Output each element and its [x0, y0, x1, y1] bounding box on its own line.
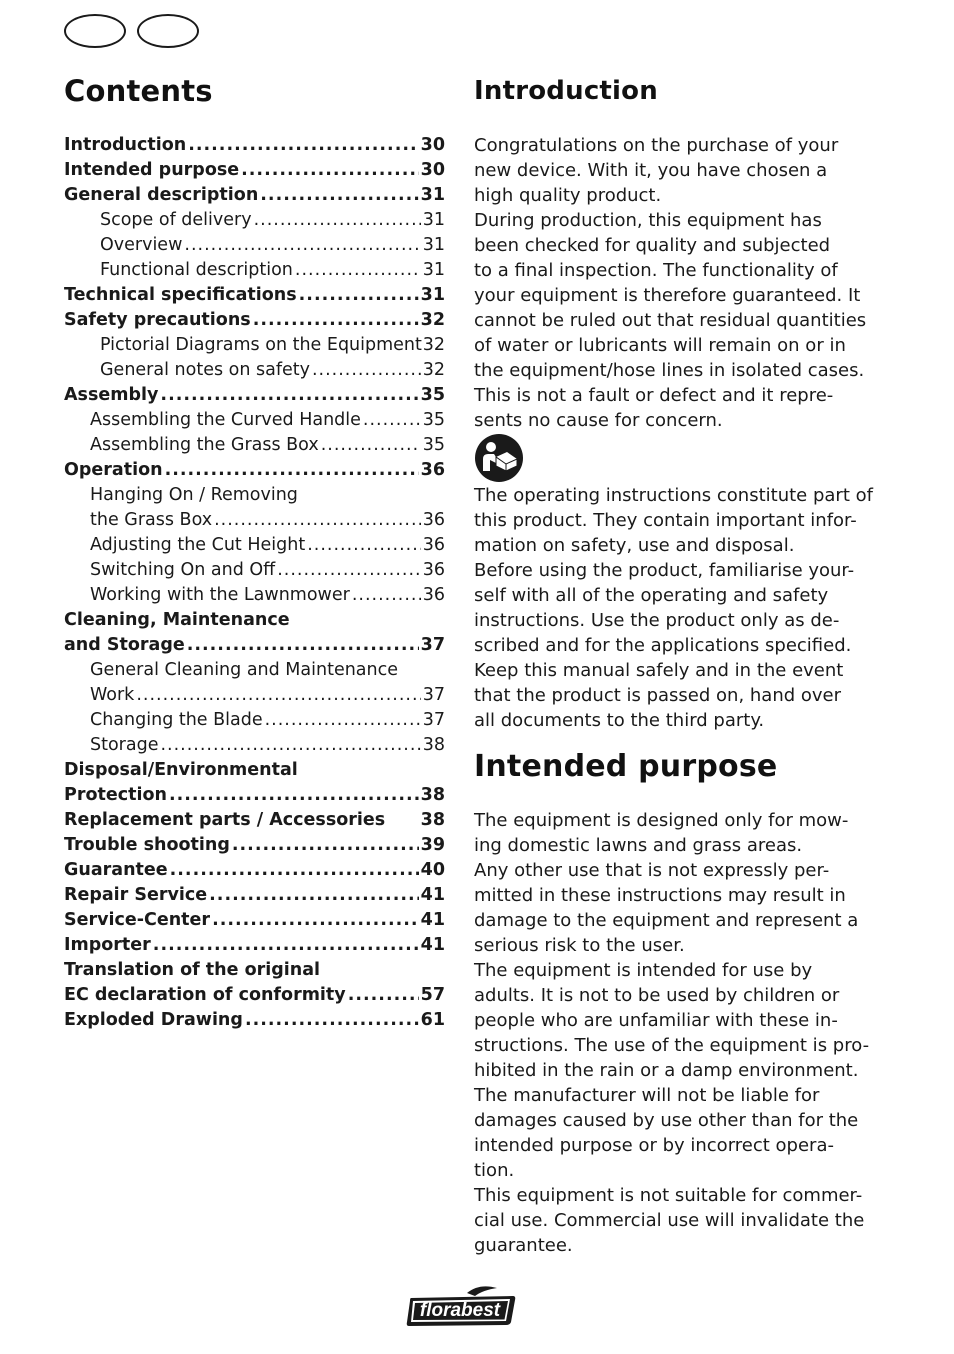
text-line: sents no cause for concern.: [474, 410, 723, 431]
toc-entry-label: Translation of the original: [64, 960, 321, 980]
toc-entry: [64, 658, 445, 683]
toc-entry: [64, 258, 445, 283]
toc-entry-label: Adjusting the Cut Height: [90, 535, 306, 555]
toc-entry: [64, 483, 445, 508]
toc-entry-label: Introduction: [64, 135, 187, 155]
toc-entry-label: Service-Center: [64, 910, 211, 930]
toc-entry: [64, 358, 445, 383]
introduction-heading: Introduction: [474, 76, 658, 106]
toc-leader-dots: [352, 583, 421, 608]
toc-entry: [64, 283, 445, 308]
toc-entry: [64, 383, 445, 408]
toc-leader-dots: [209, 883, 418, 908]
text-line: This equipment is not suitable for commer-: [474, 1185, 863, 1206]
toc-leader-dots: [241, 158, 419, 183]
toc-entry-label: Functional description: [100, 260, 293, 280]
toc-leader-dots: [348, 983, 419, 1008]
toc-leader-dots: [253, 308, 419, 333]
toc-leader-dots: [245, 1008, 419, 1033]
toc-leader-dots: [260, 183, 418, 208]
toc-entry-page: 61: [420, 1010, 445, 1030]
contents-heading: Contents: [64, 74, 213, 108]
toc-entry-page: 31: [422, 260, 445, 280]
text-line: been checked for quality and subjected: [474, 235, 831, 256]
text-line: guarantee.: [474, 1235, 573, 1256]
toc-entry-page: 31: [422, 235, 445, 255]
toc-entry: [64, 558, 445, 583]
toc-entry-page: 39: [420, 835, 445, 855]
toc-leader-dots: [153, 933, 419, 958]
toc-entry-page: 32: [422, 360, 445, 380]
toc-entry: [64, 908, 445, 933]
text-line: serious risk to the user.: [474, 935, 685, 956]
text-line: instructions. Use the product only as de-: [474, 610, 840, 631]
florabest-logo: [405, 1284, 517, 1328]
toc-entry: [64, 333, 445, 358]
toc-leader-dots: [299, 283, 419, 308]
toc-entry: [64, 683, 445, 708]
toc-leader-dots: [160, 733, 420, 758]
text-line: Keep this manual safely and in the event: [474, 660, 844, 681]
toc-entry: [64, 233, 445, 258]
text-line: The operating instructions constitute part of: [474, 485, 873, 506]
toc-leader-dots: [295, 258, 421, 283]
toc-entry: [64, 308, 445, 333]
toc-entry: [64, 408, 445, 433]
toc-entry-page: 31: [420, 285, 445, 305]
toc-entry-label: Working with the Lawnmower: [90, 585, 350, 605]
text-line: people who are unfamiliar with these in-: [474, 1010, 838, 1031]
toc-entry: [64, 933, 445, 958]
text-line: scribed and for the applications specified.: [474, 635, 852, 656]
toc-entry-page: 41: [420, 910, 445, 930]
toc-entry-page: 30: [420, 160, 445, 180]
toc-entry-label: Repair Service: [64, 885, 208, 905]
toc-entry-label: Protection: [64, 785, 167, 805]
text-line: cial use. Commercial use will invalidate the: [474, 1210, 865, 1231]
text-line: hibited in the rain or a damp environment.: [474, 1060, 859, 1081]
toc-entry-page: 57: [420, 985, 445, 1005]
toc-leader-dots: [170, 858, 419, 883]
toc-entry: [64, 858, 445, 883]
toc-entry: [64, 533, 445, 558]
toc-entry-page: 31: [422, 210, 445, 230]
text-line: intended purpose or by incorrect opera-: [474, 1135, 834, 1156]
language-badge-oval: [64, 14, 126, 48]
text-line: damages caused by use other than for the: [474, 1110, 859, 1131]
text-line: new device. With it, you have chosen a: [474, 160, 828, 181]
toc-entry-page: 38: [422, 735, 445, 755]
toc-entry-label: Technical specifications: [64, 285, 297, 305]
toc-entry: [64, 958, 445, 983]
toc-entry-page: 37: [422, 685, 445, 705]
text-line: to a final inspection. The functionality of: [474, 260, 838, 281]
toc-entry-page: 36: [422, 560, 445, 580]
toc-entry-label: Replacement parts / Accessories: [64, 810, 386, 830]
toc-entry-page: 36: [422, 585, 445, 605]
toc-entry-label: Safety precautions: [64, 310, 251, 330]
toc-entry: [64, 1008, 445, 1033]
toc-entry-page: 31: [420, 185, 445, 205]
toc-entry-page: 36: [420, 460, 445, 480]
text-line: of water or lubricants will remain on or in: [474, 335, 846, 356]
toc-entry-label: Changing the Blade: [90, 710, 263, 730]
text-line: that the product is passed on, hand over: [474, 685, 842, 706]
toc-entry: [64, 133, 445, 158]
toc-entry-label: Exploded Drawing: [64, 1010, 243, 1030]
text-line: The equipment is designed only for mow-: [474, 810, 849, 831]
toc-entry: [64, 633, 445, 658]
text-line: damage to the equipment and represent a: [474, 910, 859, 931]
toc-leader-dots: [312, 358, 421, 383]
toc-entry: [64, 208, 445, 233]
toc-entry: [64, 183, 445, 208]
toc-entry-page: 41: [420, 885, 445, 905]
toc-entry-label: Storage: [90, 735, 159, 755]
toc-entry: [64, 758, 445, 783]
toc-entry-page: 35: [420, 385, 445, 405]
toc-entry-page: 35: [422, 410, 445, 430]
toc-entry-label: Pictorial Diagrams on the Equipment: [100, 335, 422, 355]
text-line: The equipment is intended for use by: [474, 960, 813, 981]
text-line: Before using the product, familiarise your-: [474, 560, 855, 581]
text-line: mitted in these instructions may result in: [474, 885, 846, 906]
toc-leader-dots: [265, 708, 421, 733]
toc-leader-dots: [165, 458, 419, 483]
toc-entry-label: Operation: [64, 460, 163, 480]
text-line: your equipment is therefore guaranteed. It: [474, 285, 861, 306]
toc-leader-dots: [307, 533, 421, 558]
toc-entry-page: 41: [420, 935, 445, 955]
text-line: tion.: [474, 1160, 515, 1181]
toc-entry-page: 32: [420, 310, 445, 330]
toc-entry: [64, 883, 445, 908]
intended-purpose-heading: Intended purpose: [474, 749, 778, 784]
toc-entry: [64, 608, 445, 633]
text-line: cannot be ruled out that residual quantities: [474, 310, 867, 331]
toc-entry-label: Work: [90, 685, 135, 705]
toc-entry: [64, 158, 445, 183]
toc-entry-page: 38: [420, 810, 445, 830]
text-line: adults. It is not to be used by children or: [474, 985, 840, 1006]
toc-entry: [64, 708, 445, 733]
toc-entry-label: Importer: [64, 935, 151, 955]
toc-leader-dots: [184, 233, 420, 258]
logo-wordmark: florabest: [419, 1300, 501, 1321]
toc-leader-dots: [169, 783, 419, 808]
introduction-text: [474, 133, 867, 433]
toc-entry-page: 36: [422, 535, 445, 555]
text-line: the equipment/hose lines in isolated cases.: [474, 360, 865, 381]
toc-entry-label: Assembling the Curved Handle: [90, 410, 361, 430]
toc-entry-label: the Grass Box: [90, 510, 213, 530]
toc-entry-label: Disposal/Environmental: [64, 760, 298, 780]
table-of-contents: [64, 133, 445, 1033]
toc-leader-dots: [136, 683, 420, 708]
toc-leader-dots: [187, 633, 419, 658]
toc-leader-dots: [363, 408, 421, 433]
toc-entry-label: Intended purpose: [64, 160, 240, 180]
text-line: The manufacturer will not be liable for: [474, 1085, 820, 1106]
toc-entry-label: and Storage: [64, 635, 185, 655]
toc-leader-dots: [214, 508, 421, 533]
toc-entry-label: General notes on safety: [100, 360, 310, 380]
toc-entry-label: Overview: [100, 235, 183, 255]
toc-leader-dots: [232, 833, 419, 858]
text-line: ing domestic lawns and grass areas.: [474, 835, 803, 856]
toc-leader-dots: [254, 208, 421, 233]
language-badge-oval: [137, 14, 199, 48]
toc-entry-label: Switching On and Off: [90, 560, 276, 580]
toc-entry-label: General Cleaning and Maintenance: [90, 660, 399, 680]
text-line: this product. They contain important infor-: [474, 510, 857, 531]
toc-entry-page: 37: [420, 635, 445, 655]
operating-instructions-text: [474, 483, 873, 733]
text-line: structions. The use of the equipment is pro-: [474, 1035, 870, 1056]
toc-entry: [64, 783, 445, 808]
text-line: high quality product.: [474, 185, 662, 206]
toc-entry-page: 37: [422, 710, 445, 730]
toc-entry: [64, 508, 445, 533]
toc-leader-dots: [277, 558, 420, 583]
toc-entry-page: 35: [422, 435, 445, 455]
toc-entry: [64, 983, 445, 1008]
toc-entry-page: 32: [422, 335, 445, 355]
intended-purpose-text: [474, 808, 870, 1258]
toc-entry-page: 38: [420, 785, 445, 805]
toc-entry-page: 30: [420, 135, 445, 155]
text-line: During production, this equipment has: [474, 210, 822, 231]
text-line: all documents to the third party.: [474, 710, 765, 731]
toc-entry-label: Guarantee: [64, 860, 168, 880]
toc-entry-label: Assembling the Grass Box: [90, 435, 319, 455]
toc-entry-label: Trouble shooting: [64, 835, 230, 855]
toc-entry-label: Scope of delivery: [100, 210, 252, 230]
toc-entry-label: General description: [64, 185, 259, 205]
toc-entry: [64, 833, 445, 858]
toc-leader-dots: [188, 133, 418, 158]
text-line: mation on safety, use and disposal.: [474, 535, 795, 556]
read-manual-icon: [474, 433, 524, 483]
text-line: Any other use that is not expressly per-: [474, 860, 830, 881]
toc-entry: [64, 733, 445, 758]
toc-leader-dots: [321, 433, 421, 458]
toc-entry-label: Cleaning, Maintenance: [64, 610, 290, 630]
toc-entry: [64, 458, 445, 483]
text-line: Congratulations on the purchase of your: [474, 135, 839, 156]
toc-entry: [64, 808, 445, 833]
toc-entry-page: 36: [422, 510, 445, 530]
toc-entry-label: Assembly: [64, 385, 159, 405]
toc-entry: [64, 433, 445, 458]
toc-entry-label: EC declaration of conformity: [64, 985, 346, 1005]
toc-leader-dots: [212, 908, 419, 933]
toc-entry: [64, 583, 445, 608]
toc-leader-dots: [160, 383, 418, 408]
text-line: This is not a fault or defect and it repre-: [474, 385, 834, 406]
text-line: self with all of the operating and safety: [474, 585, 829, 606]
toc-entry-page: 40: [420, 860, 445, 880]
toc-entry-label: Hanging On / Removing: [90, 485, 298, 505]
